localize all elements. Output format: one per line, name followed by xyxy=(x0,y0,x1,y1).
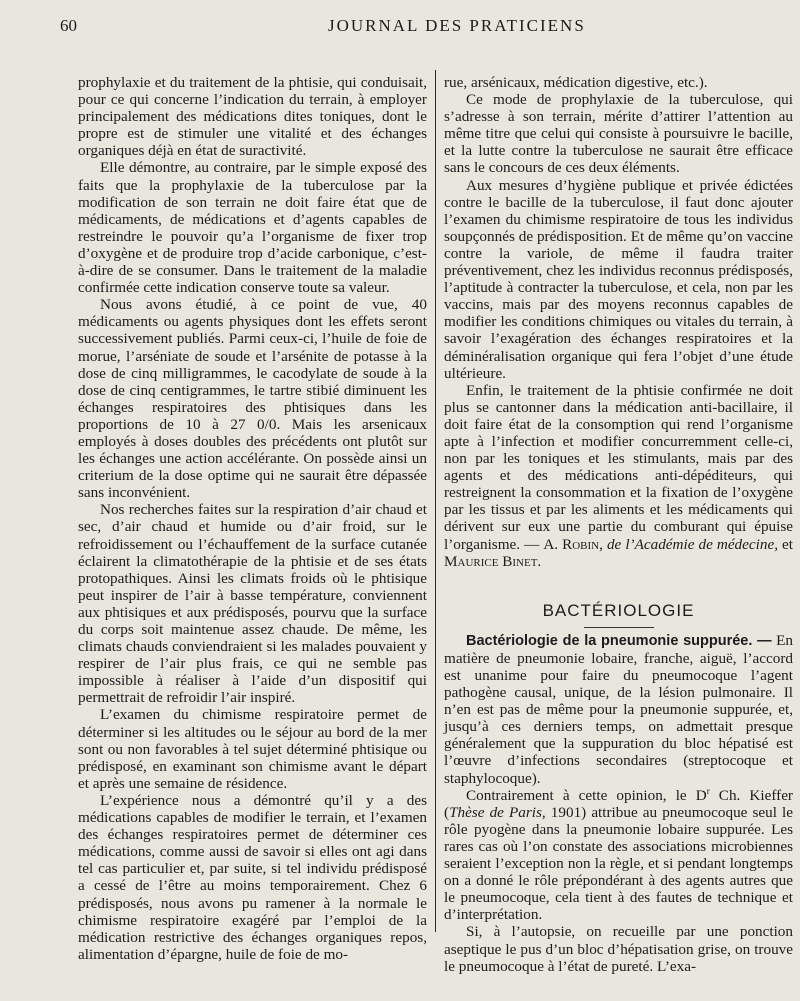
signature-and: et xyxy=(782,535,793,553)
left-paragraph-2: Elle démontre, au contraire, par le simple exposé des faits que la prophylaxie de la tuberculose par la modification de son terrain ne doit faire état que de médicaments, de médications et d’agents capables de restreindre le pouvoir qu’a l’organisme de fixer trop d’oxygène et de produire trop d’acide carbonique, c’est-à-dire de se consumer. Dans le traitement de la maladie confirmée cette indication conserve toute sa valeur. xyxy=(78,159,427,297)
right-paragraph-4-text: Enfin, le traitement de la phtisie confirmée ne doit plus se cantonner dans la médication anti-bacillaire, il doit faire état de la consomption qui rend l’organisme apte à l’infection et modifier concurremment celle-ci, non par les toniques et les stimulants, mais par des agents et des médications anti-dépéditeurs, qui restreignent la consommation et la fixation de l’oxygène par les tissus et par les aliments et les médicaments qui dérivent sur eux une partie du comburant qui épuise l’organisme. — xyxy=(444,381,793,553)
article-paragraph-2-rest: 1901) attribue au pneumocoque seul le rôle pyogène dans la pneumonie lobaire suppurée. Les rares cas où l’on constate des associations microbiennes seraient l’exception non la règle, et si pendant longtemps on a donné le rôle prépondérant à des agents autres que le pneumocoque, cela tient à des fautes de technique et d’interprétation. xyxy=(444,803,793,924)
left-paragraph-4: Nos recherches faites sur la respiration d’air chaud et sec, d’air chaud et humide ou d’air froid, sur le refroidissement ou l’échauffement de la surface cutanée éclairent la climatothérapie de la phtisie et de ses états protopathiques. Ainsi les climats froids où le phtisique peut inspirer de l’air à basse température, conviennent aux phtisiques et aux prédisposés, pourvu que la surface du corps soit maintenue assez chaude. De même, les climats chauds conviendraient si les malades pouvaient y respirer de l’air plus frais, ce qui ne semble pas impossible à réaliser à l’aide d’un dispositif qui permettrait de refroidir l’air inspiré. xyxy=(78,501,427,707)
right-paragraph-3: Aux mesures d’hygiène publique et privée édictées contre le bacille de la tuberculose, il faut donc ajouter l’examen du chimisme respiratoire de tous les individus soupçonnés de prédisposition. Et de même qu’on vaccine contre la variole, de même il faudra traiter préventivement, chez les individus reconnus prédisposés, l’aptitude à contracter la tuberculose, et cela, non par les vaccins, mais par des moyens reconnus capables de modifier les conditions chimiques ou vitales du terrain, à savoir l’exagération des échanges respiratoires et la déminéralisation organique qui fera l’objet d’une étude ultérieure. xyxy=(444,176,793,382)
author-name: Ch. Kieffer ( xyxy=(444,786,793,821)
section-heading: BACTÉRIOLOGIE xyxy=(542,600,695,620)
article-paragraph-3: Si, à l’autopsie, on recueille par une ponction aseptique le pus d’un bloc d’hépatisation grise, on trouve le pneumocoque à l’état de pureté. L’exa- xyxy=(444,923,793,975)
left-paragraph-1: prophylaxie et du traitement de la phtisie, qui conduisait, pour ce qui concerne l’indication du terrain, à employer principalement des médications dites toniques, dont le propre est de stimuler une vitalité et des échanges organiques déjà en état de suractivité. xyxy=(78,74,427,160)
left-paragraph-5: L’examen du chimisme respiratoire permet de déterminer si les altitudes ou le séjour au bord de la mer sont ou non favorables à tel sujet déterminé phtisique ou prédisposé, en examinant son chimisme avant le départ et après une semaine de résidence. xyxy=(78,706,427,792)
page-number: 60 xyxy=(60,16,77,35)
article-title: Bactériologie de la pneumonie suppurée. — xyxy=(466,632,772,649)
article-paragraph-2-start: Contrairement à cette opinion, le D xyxy=(466,786,707,804)
left-paragraph-3: Nous avons étudié, à ce point de vue, 40 médicaments ou agents physiques dont les effets seront successivement publiés. Parmi ceux-ci, l’huile de foie de morue, l’arséniate de soude et l’arsénite de potasse à la dose de cinq milligrammes, le cacodylate de soude à la dose de cinq centigrammes, le tartre stibié diminuent les échanges respiratoires des phtisiques dans les proportions de 10 à 27 0/0. Mais les arsenicaux employés à doses doubles des précédents ont plutôt sur les échanges une action accélérante. On possède ainsi un criterium de la dose optime qui ne saurait être dépassée sans inconvénient. xyxy=(78,296,427,502)
doctor-superscript: r xyxy=(706,785,710,796)
journal-title: JOURNAL DES PRATICIENS xyxy=(328,16,586,35)
right-paragraph-1: rue, arsénicaux, médication digestive, etc.). xyxy=(444,74,708,91)
right-column xyxy=(444,74,793,975)
signature-academy: de l’Académie de médecine, xyxy=(606,535,778,553)
article-paragraph-1-text: En matière de pneumonie lobaire, franche, aiguë, l’accord est unanime pour faire du pneumocoque l’agent pathogène causal, unique, de la lésion pulmonaire. Il n’en est pas de même pour la pneumonie suppurée, et, jusqu’à ces derniers temps, on admettait presque généralement que la suppuration du bloc hépatisé est l’œuvre d’infections secondaires (streptocoque et staphylocoque). xyxy=(444,631,793,787)
left-column xyxy=(78,74,427,963)
signature-author: A. Robin, xyxy=(543,535,603,553)
right-paragraph-4 xyxy=(444,382,793,570)
article-paragraph-2 xyxy=(444,787,793,924)
article-paragraph-1 xyxy=(444,632,793,787)
page-header xyxy=(60,10,780,36)
column-divider xyxy=(435,70,436,932)
heading-rule xyxy=(584,627,654,628)
left-paragraph-6: L’expérience nous a démontré qu’il y a des médications capables de modifier le terrain, et l’examen des échanges respiratoires permet de déterminer ces médications, comme aussi de savoir si elles ont agi dans tel cas particulier et, par suite, si tel individu prédisposé a cessé de l’être au moins temporairement. Chez 6 prédisposés, nous avons pu ramener à la normale le chimisme respiratoire exagéré par l’emploi de la médication restrictive des échanges organiques repos, alimentation d’épargne, huile de foie de mo- xyxy=(78,791,427,963)
thesis-title: Thèse de Paris, xyxy=(449,803,546,821)
signature-coauthor: Maurice Binet. xyxy=(444,552,542,570)
right-paragraph-2: Ce mode de prophylaxie de la tuberculose, qui s’adresse à son terrain, mérite d’attirer l’attention au même titre que celui qui consiste à poursuivre le bacille, et la lutte contre la tuberculose ne saurait être efficace sans le concours de ces deux éléments. xyxy=(444,91,793,177)
